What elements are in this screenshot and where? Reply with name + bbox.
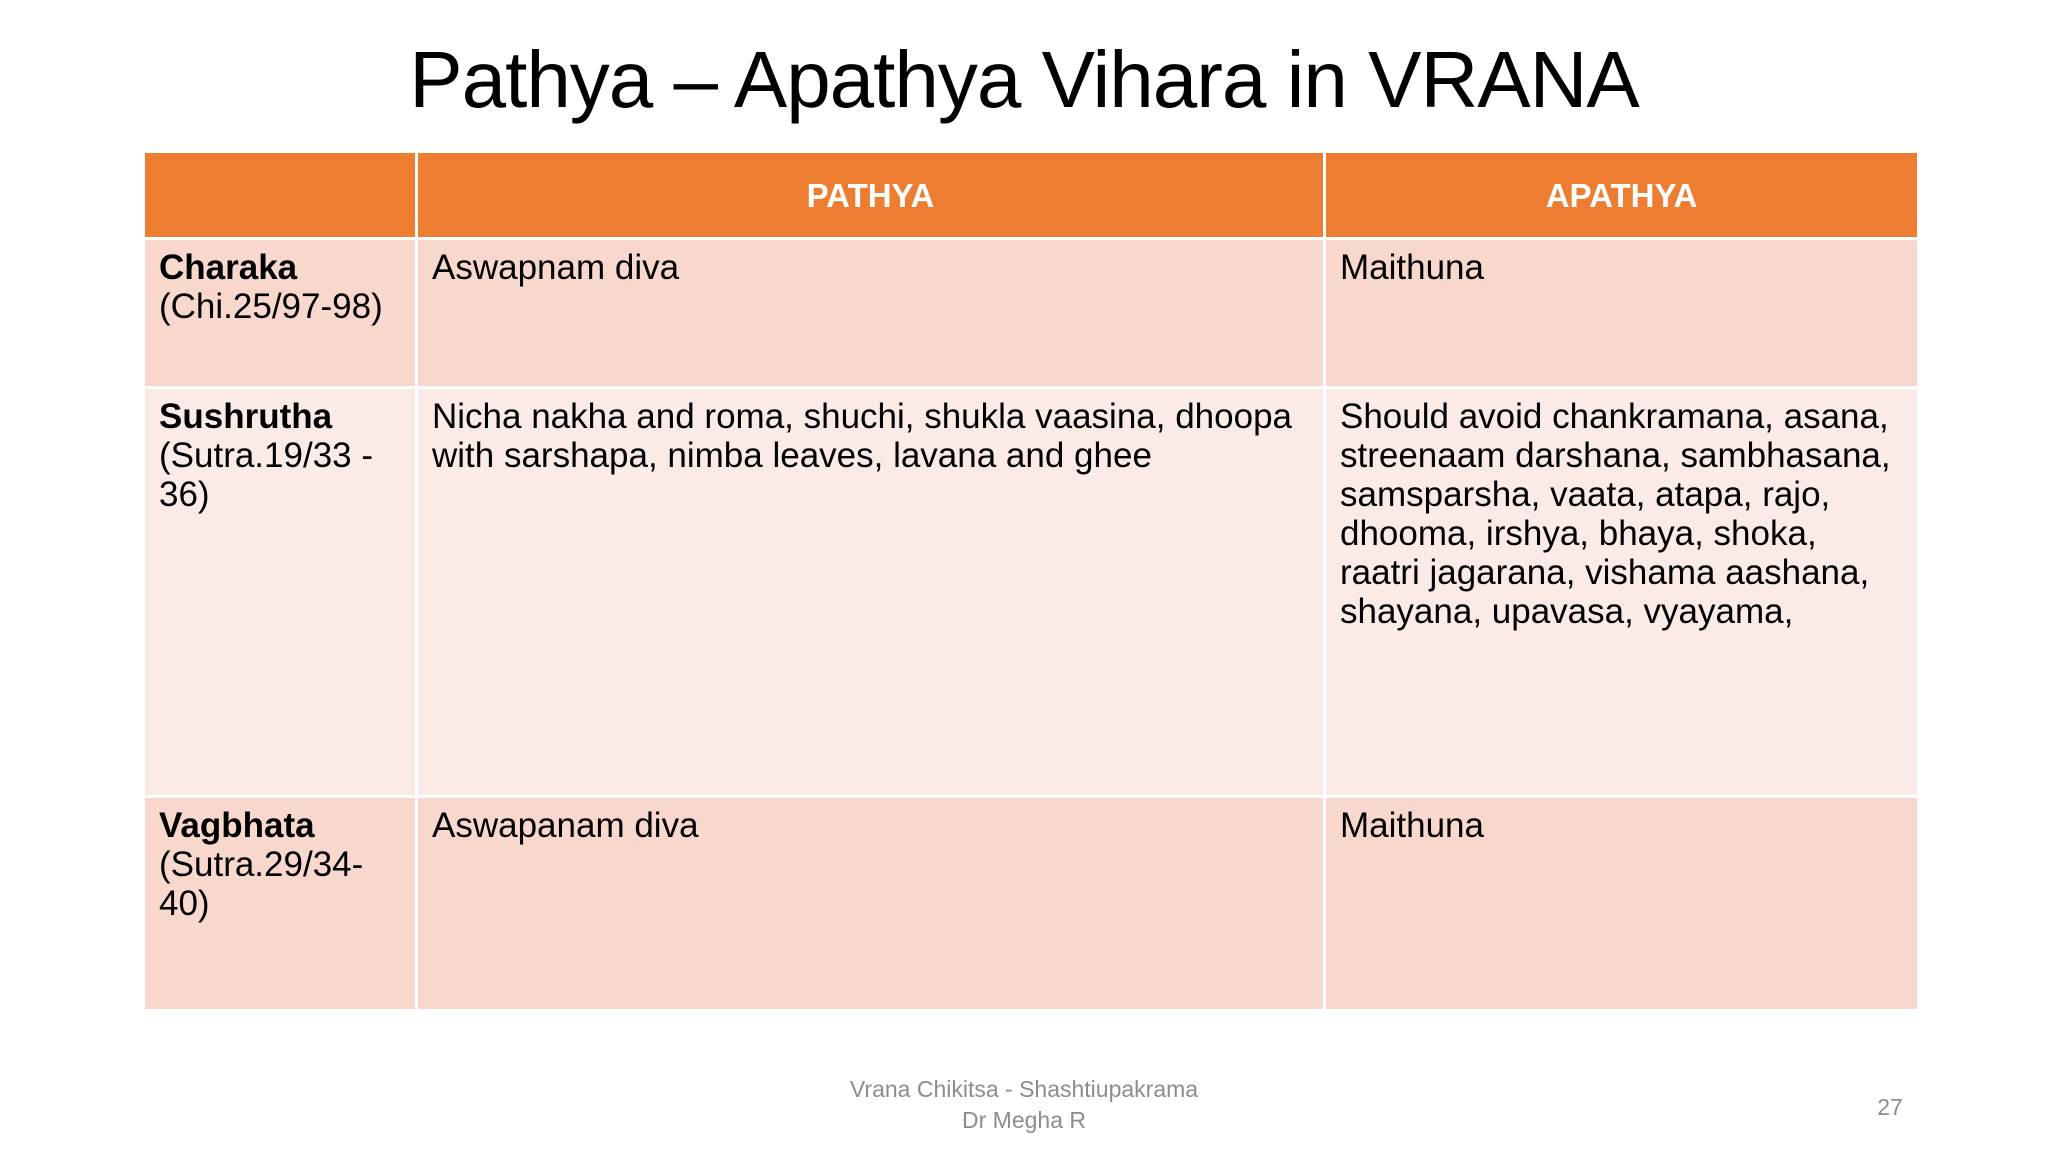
header-apathya: APATHYA <box>1325 152 1919 239</box>
header-source <box>144 152 417 239</box>
apathya-cell: Should avoid chankramana, asana, streenaam darshana, sambhasana, samsparsha, vaata, atapa, rajo, dhooma, irshya, bhaya, shoka, raatri jagarana, vishama aashana, shayana, upavasa, vyayama, <box>1325 388 1919 797</box>
footer-author: Dr Megha R <box>962 1107 1086 1133</box>
table-row <box>144 797 1919 1011</box>
slide-footer <box>774 1074 1274 1136</box>
source-name: Charaka <box>159 248 298 287</box>
footer-course-title: Vrana Chikitsa - Shashtiupakrama <box>849 1076 1199 1102</box>
pathya-cell: Nicha nakha and roma, shuchi, shukla vaasina, dhoopa with sarshapa, nimba leaves, lavana and ghee <box>417 388 1325 797</box>
source-reference: (Sutra.19/33 - 36) <box>159 436 373 514</box>
source-name: Sushrutha <box>159 397 333 436</box>
header-pathya: PATHYA <box>417 152 1325 239</box>
pathya-cell: Aswapanam diva <box>417 797 1325 1011</box>
source-cell <box>144 388 417 797</box>
source-cell <box>144 239 417 388</box>
pathya-cell: Aswapnam diva <box>417 239 1325 388</box>
apathya-cell: Maithuna <box>1325 239 1919 388</box>
source-cell <box>144 797 417 1011</box>
table-row <box>144 239 1919 388</box>
table-header-row <box>144 152 1919 239</box>
source-name: Vagbhata <box>159 806 315 845</box>
source-reference: (Chi.25/97-98) <box>159 287 383 326</box>
source-reference: (Sutra.29/34-40) <box>159 845 364 923</box>
apathya-cell: Maithuna <box>1325 797 1919 1011</box>
page-number: 27 <box>1877 1094 1903 1120</box>
slide-title: Pathya – Apathya Vihara in VRANA <box>409 35 1639 124</box>
pathya-apathya-table <box>142 150 1920 1012</box>
table-row <box>144 388 1919 797</box>
